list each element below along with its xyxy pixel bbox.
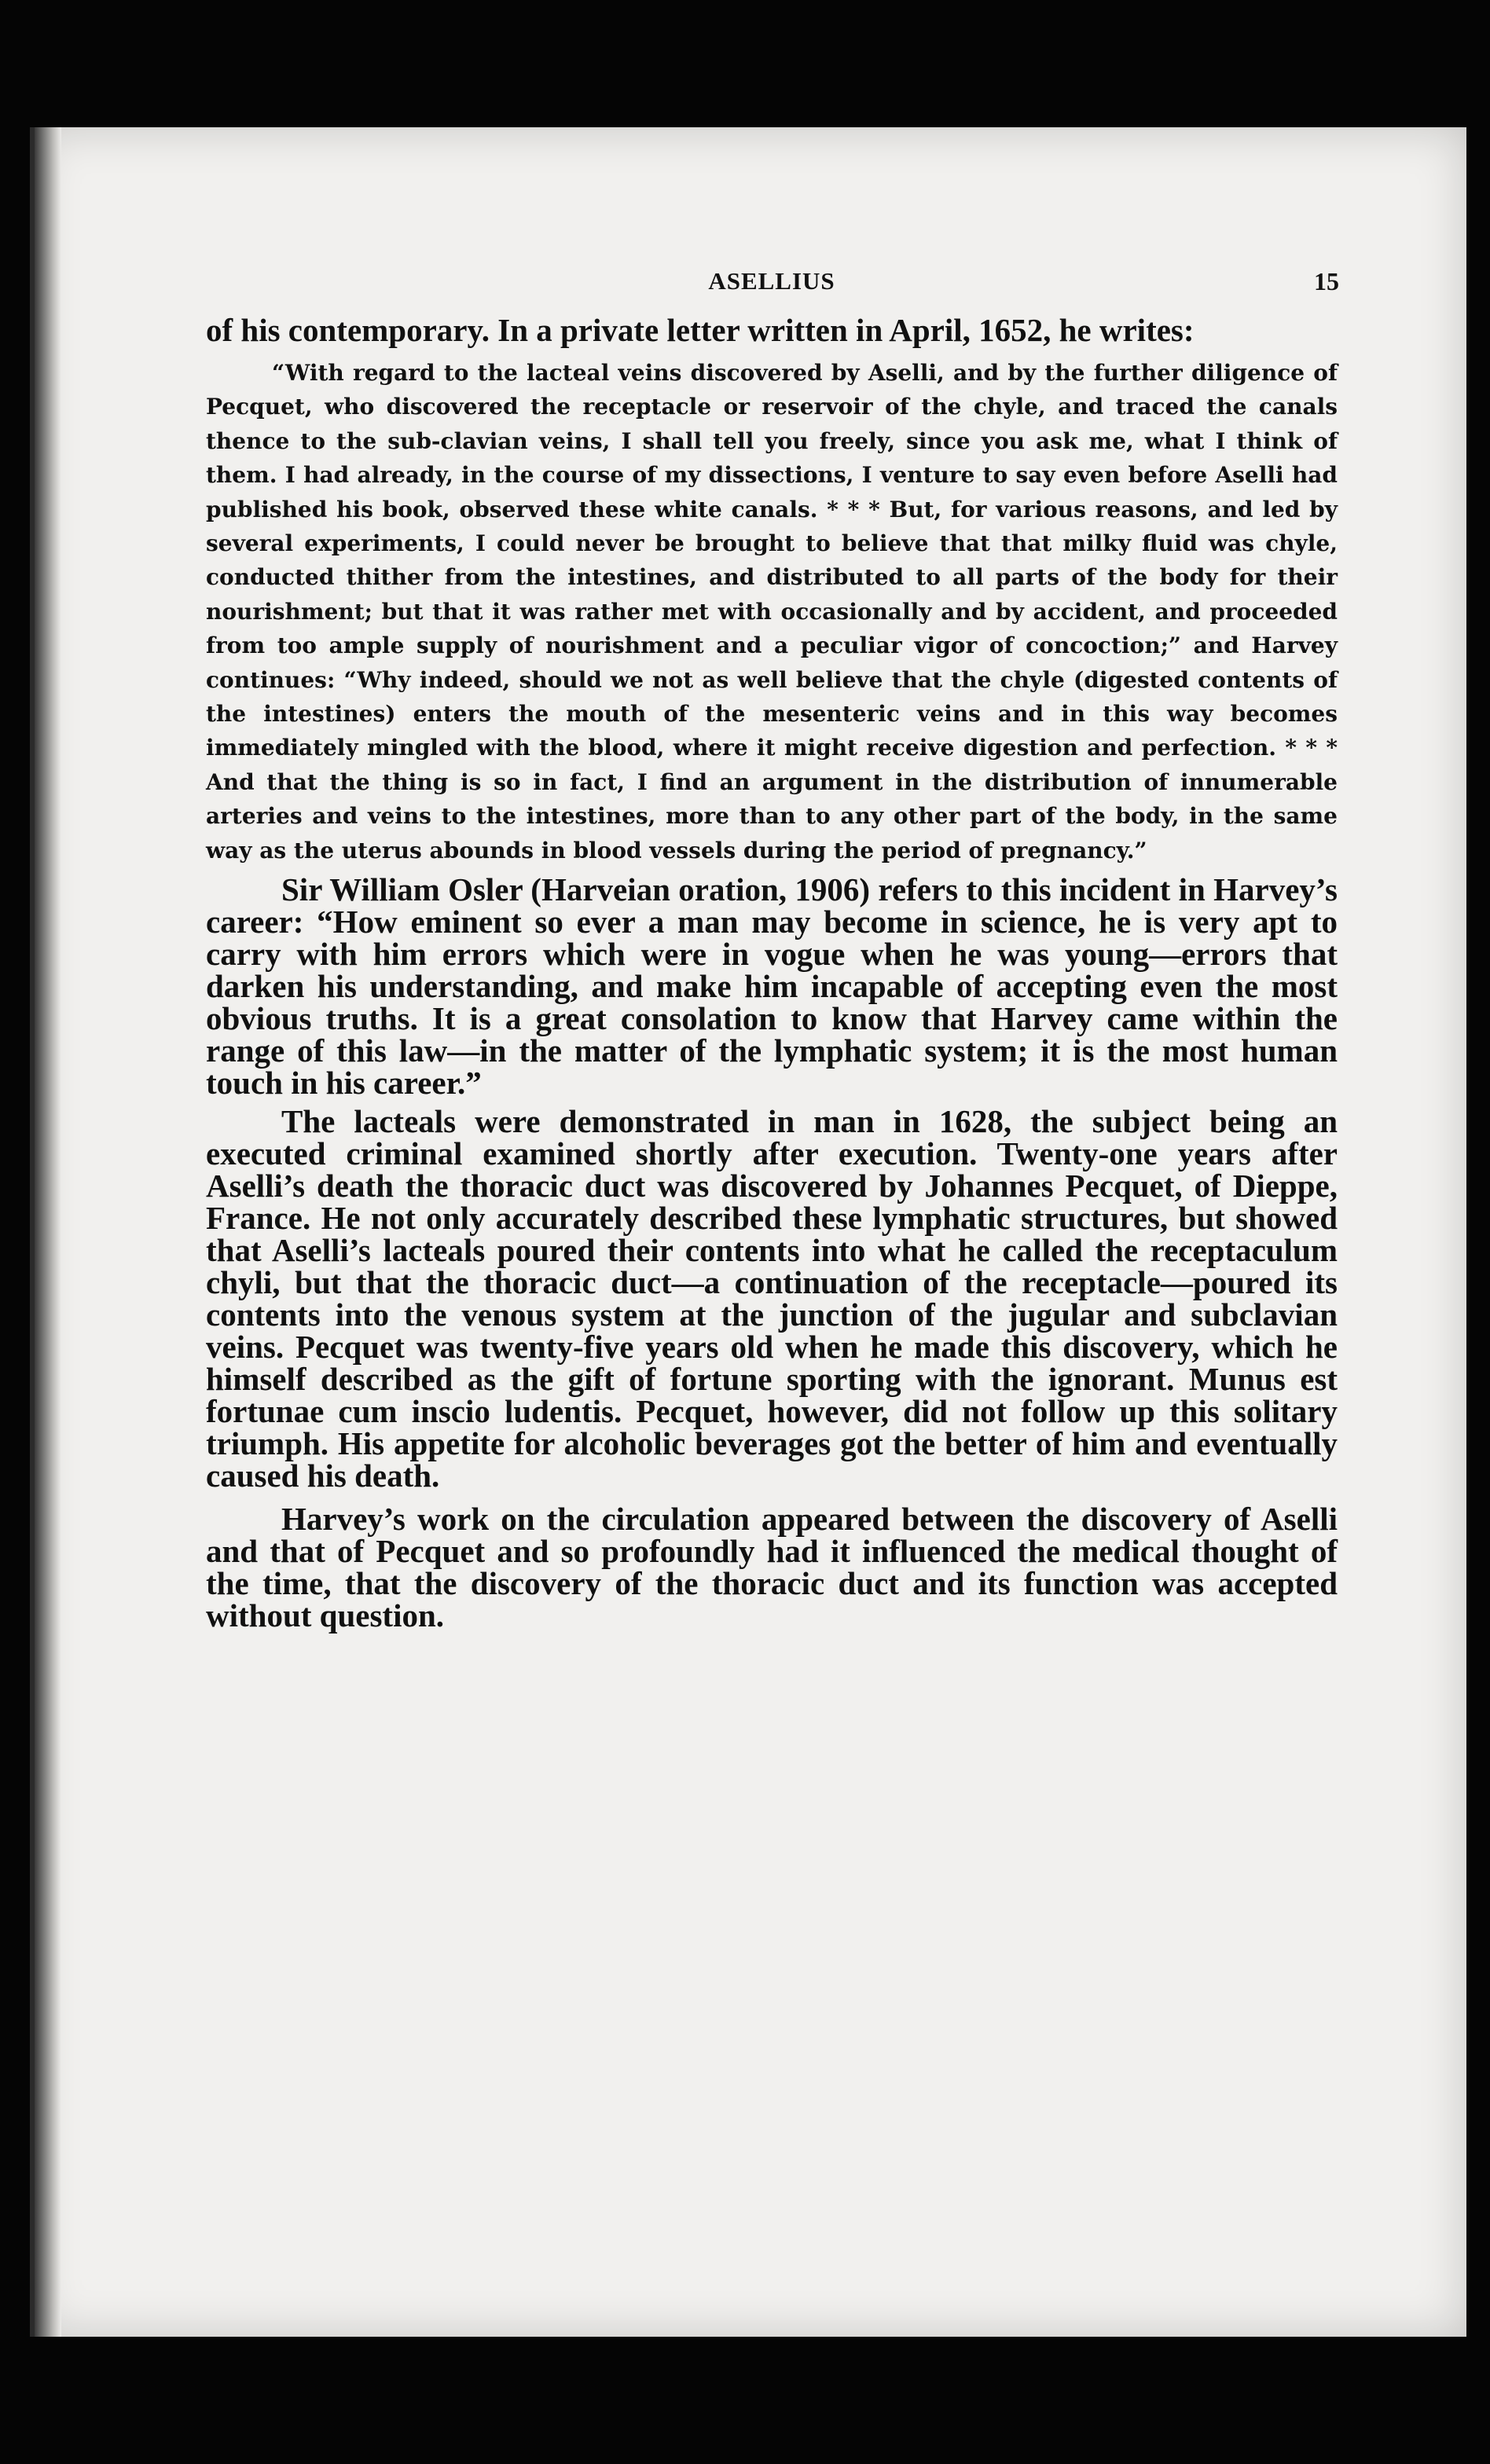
paragraph-intro: of his contemporary. In a private letter written in April, 1652, he writes: — [206, 312, 1195, 348]
block-quote-harvey-letter: “With regard to the lacteal veins discovered by Aselli, and by the further diligence of Pecquet, who discovered the receptacle or reservoir of the chyle, and traced the canals thence to the sub-clavian veins, I shall tell you freely, since you ask me, what I think of them. I had already, in the course of my dissections, I venture to say even before Aselli had published his book, observed these white canals. * * * But, for various reasons, and led by several experiments, I could never be brought to believe that that milky fluid was chyle, conducted thither from the intestines, and distributed to all parts of the body for their nourishment; but that it was rather met with occasionally and by accident, and proceeded from too ample supply of nourishment and a peculiar vigor of concoction;” and Harvey continues: “Why indeed, should we not as well believe that the chyle (digested contents of the intestines) enters the mouth of the mesenteric veins and in this way becomes immediately mingled with the blood, where it might receive digestion and perfection. * * * And that the thing is so in fact, I find an argument in the distribution of innumerable arteries and veins to the intestines, more than to any other part of the body, in the same way as the uterus abounds in blood vessels during the period of pregnancy.” — [206, 360, 1338, 864]
book-page — [30, 127, 1466, 2337]
paragraph-osler: Sir William Osler (Harveian oration, 1906) refers to this incident in Harvey’s career: “How eminent so ever a man may become in science, he is very apt to carry with him errors which were in vogue when he was young—errors that darken his understanding, and make him incapable of accepting even the most obvious truths. It is a great consolation to know that Harvey came within the range of this law—in the matter of the lymphatic system; it is the most human touch in his career.” — [206, 871, 1338, 1102]
page-content — [206, 267, 1338, 1632]
paragraph-lacteals: The lacteals were demonstrated in man in 1628, the subject being an executed criminal examined shortly after execution. Twenty-one years after Aselli’s death the thoracic duct was discovered by Johannes Pecquet, of Dieppe, France. He not only accurately described these lymphatic structures, but showed that Aselli’s lacteals poured their contents into what he called the receptaculum chyli, but that the thoracic duct—a continuation of the receptacle—poured its contents into the venous system at the junction of the jugular and subclavian veins. Pecquet was twenty-five years old when he made this discovery, which he himself described as the gift of fortune sporting with the ignorant. Munus est fortunae cum inscio ludentis. Pecquet, however, did not follow up this solitary triumph. His appetite for alcoholic beverages got the better of him and eventually caused his death. — [206, 1103, 1338, 1494]
running-head: ASELLIUS — [708, 267, 835, 295]
page-number: 15 — [1314, 267, 1339, 295]
page-header — [206, 267, 1338, 314]
paragraph-harvey-circulation: Harvey’s work on the circulation appeared between the discovery of Aselli and that of Pecquet and so profoundly had it influenced the medical thought of the time, that the discovery of the thoracic duct and its function was accepted without question. — [206, 1501, 1338, 1634]
